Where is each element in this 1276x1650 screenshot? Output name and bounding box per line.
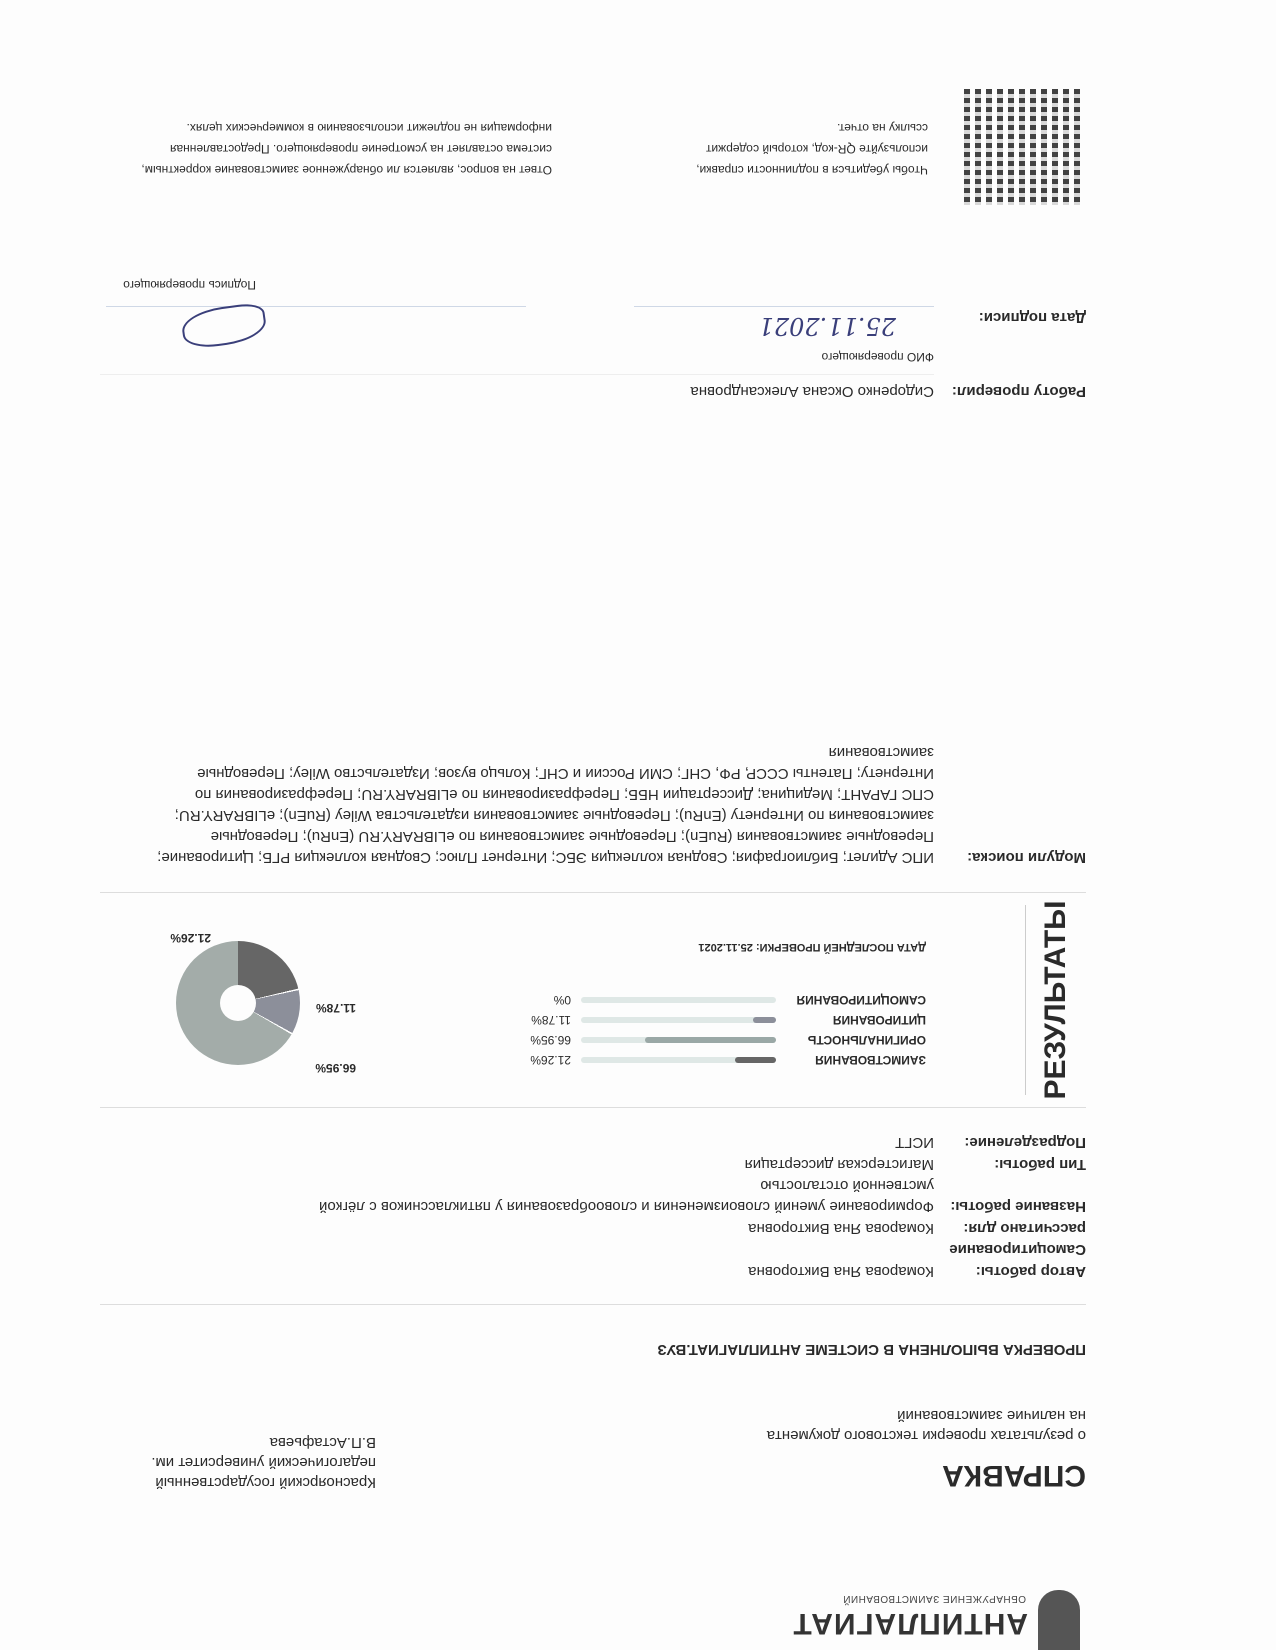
handwritten-date: 25.11.2021 — [758, 312, 896, 340]
results-title — [1025, 900, 1086, 1100]
subtitle — [666, 1405, 1086, 1445]
info-label: Модули поиска: — [967, 849, 1086, 866]
modules-list: ИПС Адилет; Библиография; Сводная коллекция ЭБС; Интернет Плюс; Сводная коллекция РГБ; Цитирование; Переводные заимствования (RuEn); Переводные заимствования по eLIBRARY.RU (EnRu); Переводные заимствования по Интернету (EnRu); Переводные заимствования издательства Wiley (RuEn); eLIBRARY.RU; СПС ГАРАНТ; Медицина; Диссертации НББ; Перефразирования по eLIBRARY.RU; Перефразирования по Интернету; Патенты СССР, РФ, СНГ; СМИ России и СНГ; Кольцо вузов; Издательство Wiley; Переводные заимствования — [157, 744, 934, 866]
bar-track — [581, 1057, 776, 1063]
disclaimer-note: Ответ на вопрос, является ли обнаруженное заимствование корректным, система оставляет на усмотрение проверяющего. Предоставленная информация не подлежит использованию в коммерческих целях. — [141, 121, 552, 177]
fio-caption: ФИО проверяющего — [821, 350, 934, 364]
subtitle-line: о результатах проверки текстового документа — [766, 1427, 1086, 1444]
pie-label-borrowings: 21.26% — [170, 931, 211, 945]
bar-label: ЗАИМСТВОВАНИЯ — [815, 1053, 926, 1067]
result-bar-row — [521, 993, 926, 1007]
info-row-title — [100, 1175, 1086, 1217]
bar-fill — [735, 1057, 776, 1063]
result-bar-row — [521, 1033, 926, 1047]
info-label: Самоцитирование рассчитано для: — [949, 1220, 1086, 1258]
bar-track — [581, 997, 776, 1003]
bar-value: 21.26% — [530, 1053, 571, 1067]
result-bar-row — [521, 1013, 926, 1027]
info-label: Название работы: — [950, 1198, 1086, 1215]
info-row-selfcite — [100, 1218, 1086, 1260]
logo-tagline: ОБНАРУЖЕНИЕ ЗАИМСТВОВАНИЙ — [842, 1593, 1026, 1604]
bar-label: ОРИГИНАЛЬНОСТЬ — [807, 1033, 926, 1047]
info-value: Комарова Яна Викторовна — [748, 1220, 934, 1237]
info-value: Магистерская диссертация — [744, 1156, 934, 1173]
pie-label-citations: 11.78% — [315, 1001, 356, 1015]
divider — [100, 1304, 1086, 1305]
info-label: Дата подписи: — [978, 309, 1086, 326]
sign-caption: Подпись проверяющего — [123, 278, 256, 292]
bar-fill — [645, 1037, 776, 1043]
search-modules — [100, 742, 1086, 868]
info-label: Автор работы: — [975, 1263, 1086, 1280]
info-value: Формирование умений словоизменения и словообразования у пятиклассников с лёгкой умственной отсталостью — [319, 1177, 934, 1215]
page-title: СПРАВКА — [942, 1459, 1086, 1492]
university-name: Красноярский государственный педагогический университет им. В.П.Астафьева — [151, 1434, 376, 1491]
info-label: Работу проверил: — [951, 383, 1086, 400]
bar-track — [581, 1037, 776, 1043]
bar-label: САМОЦИТИРОВАНИЯ — [796, 993, 926, 1007]
qr-code — [964, 89, 1080, 205]
result-bar-row — [521, 1053, 926, 1067]
info-row-author — [100, 1261, 1086, 1282]
bar-track — [581, 1017, 776, 1023]
date-line — [634, 306, 934, 307]
subtitle-line: на наличие заимствований — [897, 1407, 1086, 1424]
divider — [100, 892, 1086, 893]
bar-fill — [753, 1017, 776, 1023]
checker-name: Сидоренко Оксана Александровна — [690, 383, 934, 400]
checked-by-row — [100, 381, 1086, 402]
info-value: ИСГТ — [895, 1134, 934, 1151]
results-title-text: РЕЗУЛЬТАТЫ — [1039, 900, 1072, 1100]
pie-label-originality: 66.95% — [315, 1061, 356, 1075]
info-value: Комарова Яна Викторовна — [748, 1263, 934, 1280]
bar-value: 0% — [553, 993, 571, 1007]
bar-value: 11.78% — [531, 1013, 571, 1027]
signature-line — [106, 306, 526, 307]
results-pie-chart — [176, 941, 300, 1065]
bar-value: 66.95% — [530, 1033, 571, 1047]
antiplagiat-logo — [792, 1520, 1080, 1650]
info-label: Тип работы: — [994, 1156, 1086, 1173]
pie-hole — [220, 985, 256, 1021]
last-check-date: ДАТА ПОСЛЕДНЕЙ ПРОВЕРКИ: 25.11.2021 — [698, 941, 926, 953]
info-row-department — [100, 1132, 1086, 1153]
results-section — [100, 900, 1086, 1100]
checked-in-system: ПРОВЕРКА ВЫПОЛНЕНА В СИСТЕМЕ АНТИПЛАГИАТ.ВУЗ — [657, 1341, 1086, 1358]
divider — [100, 1107, 1086, 1108]
info-label: Подразделение: — [964, 1134, 1086, 1151]
bar-label: ЦИТИРОВАНИЯ — [832, 1013, 926, 1027]
shield-icon — [1038, 1590, 1080, 1650]
info-row-type — [100, 1154, 1086, 1175]
logo-name: АНТИПЛАГИАТ — [792, 1607, 1028, 1640]
qr-note: Чтобы убедиться в подлинности справки, используйте QR-код, который содержит ссылку на отчет. — [696, 121, 928, 177]
divider — [100, 374, 934, 375]
